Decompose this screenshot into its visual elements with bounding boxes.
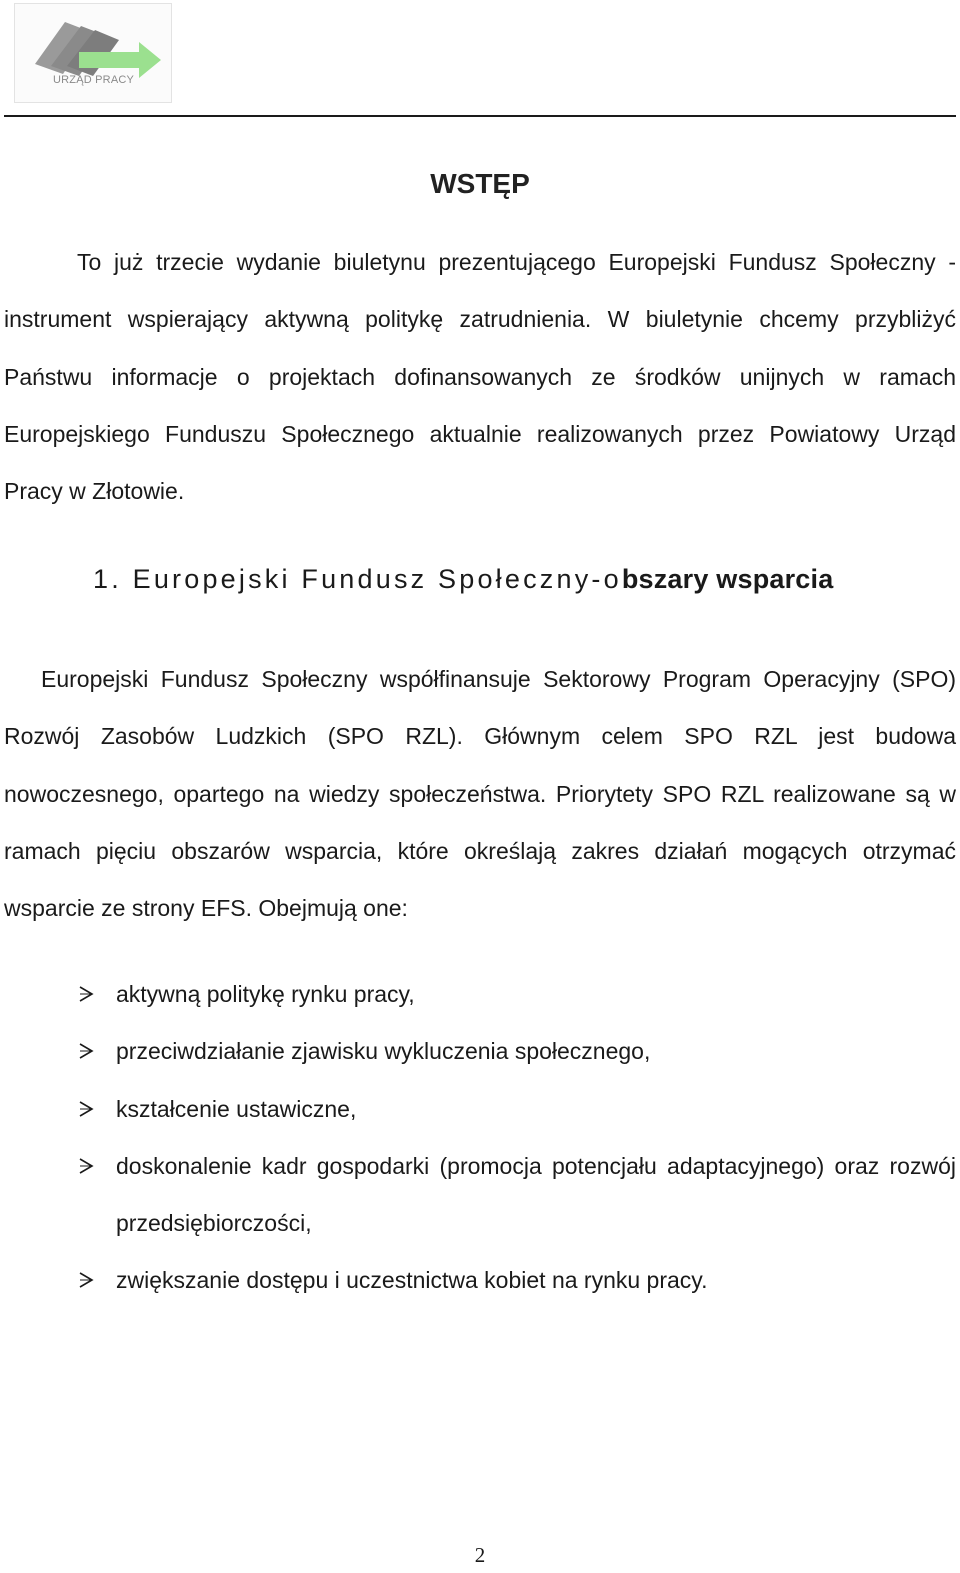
section-heading-part2: bszary wsparcia <box>621 564 834 594</box>
intro-paragraph: To już trzecie wydanie biuletynu prezentującego Europejski Fundusz Społeczny - instrument wspierający aktywną politykę zatrudnienia. W biuletynie chcemy przybliżyć Państwu informacje o projektach dofinansowanych ze środków unijnych w ramach Europejskiego Funduszu Społecznego aktualnie realizowanych przez Powiatowy Urząd Pracy w Złotowie. <box>4 249 956 505</box>
support-areas-list <box>78 966 956 1310</box>
arrow-bullet-icon <box>78 1101 94 1117</box>
list-item <box>78 1252 956 1309</box>
list-item-text: zwiększanie dostępu i uczestnictwa kobiet na rynku pracy. <box>116 1267 708 1294</box>
logo-graphic-icon <box>15 4 173 104</box>
page-number: 2 <box>474 1543 486 1567</box>
arrow-bullet-icon <box>78 1272 94 1288</box>
section-paragraph: Europejski Fundusz Społeczny współfinansuje Sektorowy Program Operacyjny (SPO) Rozwój Zasobów Ludzkich (SPO RZL). Głównym celem SPO RZL jest budowa nowoczesnego, opartego na wiedzy społeczeństwa. Priorytety SPO RZL realizowane są w ramach pięciu obszarów wsparcia, które określają zakres działań mogących otrzymać wsparcie ze strony EFS. Obejmują one: <box>4 666 956 922</box>
page-title: WSTĘP <box>430 168 530 199</box>
list-item-text: aktywną politykę rynku pracy, <box>116 981 415 1007</box>
list-item <box>78 966 956 1023</box>
list-item-text: kształcenie ustawiczne, <box>116 1095 357 1122</box>
arrow-bullet-icon <box>78 1158 94 1174</box>
section-heading-part1: 1. Europejski Fundusz Społeczny-o <box>93 564 622 594</box>
list-item-text: przeciwdziałanie zjawisku wykluczenia społecznego, <box>116 1038 651 1065</box>
section-heading <box>93 564 833 595</box>
arrow-bullet-icon <box>78 1043 94 1059</box>
list-item <box>78 1081 956 1138</box>
header-rule <box>4 115 956 117</box>
arrow-bullet-icon <box>78 986 94 1002</box>
urzad-pracy-logo <box>14 3 172 103</box>
list-item-text: doskonalenie kadr gospodarki (promocja potencjału adaptacyjnego) oraz rozwój przedsiębiorczości, <box>116 1152 956 1237</box>
list-item <box>78 1023 956 1080</box>
list-item <box>78 1138 956 1253</box>
logo-text: URZĄD PRACY <box>53 74 135 86</box>
